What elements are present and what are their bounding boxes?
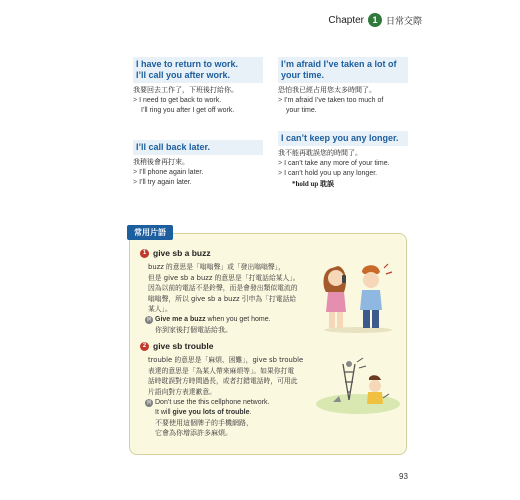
arrow-icon: > [133, 97, 138, 104]
explanation-line: 片語向對方表達歉意。 [148, 387, 216, 396]
phrase-english: I’ll call you after work. [136, 70, 231, 80]
phrase-alternative: I’ll ring you after I get off work. [141, 107, 235, 114]
example-chinese: 不要使用這個牌子的手機網路， [155, 419, 253, 427]
explanation-line: 話時耽誤對方時間過長，或者打錯電話時，可用此 [148, 377, 298, 385]
chapter-header [328, 13, 422, 27]
example-chinese: 你到家後打個電話給我。 [155, 326, 232, 334]
phrase-english: I’ll call back later. [136, 142, 211, 152]
explanation-line: 某人」。 [148, 305, 172, 313]
phone-call-illustration [318, 258, 398, 334]
phrase-alternative: > I’m afraid I’ve taken too much of [278, 97, 384, 104]
chapter-label: Chapter [328, 14, 364, 26]
chapter-title: 日常交際 [385, 16, 422, 27]
explanation-line: 但是 give sb a buzz 的意思是「打電話給某人」。 [148, 273, 300, 282]
phrase-block-4 [278, 131, 408, 189]
phrase-chinese: 我要回去工作了，下班後打給你。 [133, 86, 238, 94]
term-explanation-1 [148, 262, 300, 315]
phrase-alternative: your time. [286, 107, 317, 114]
example-english: 例 Give me a buzz when you get home. [146, 316, 271, 323]
phrase-english: I’m afraid I’ve taken a lot of [281, 59, 397, 69]
phrase-block-2 [278, 57, 408, 116]
term-number-badge: 2 [140, 342, 149, 351]
phrase-alternative: > I can’t hold you up any longer. [278, 170, 378, 177]
term-title: give sb a buzz [153, 248, 211, 258]
explanation-line: 嗡嗡聲，所以 give sb a buzz 引申為「打電話給 [148, 294, 297, 303]
phrase-alternative: > I’ll phone again later. [133, 169, 204, 176]
phrase-block-1 [133, 57, 263, 116]
term-example-1 [145, 315, 271, 335]
phrase-heading [133, 57, 263, 83]
phrase-heading [133, 140, 263, 155]
common-phrases-tab: 常用片語 [127, 225, 173, 240]
explanation-line: 表達的意思是「為某人帶來麻煩等」。如果你打電 [148, 366, 295, 375]
arrow-icon: > [278, 97, 283, 104]
term-number-badge: 1 [140, 249, 149, 258]
term-example-2 [145, 398, 269, 438]
example-english: 例 Don’t use the this cellphone network. [146, 399, 270, 406]
explanation-line: trouble 的意思是「麻煩、困難」，give sb trouble [148, 356, 304, 364]
phrase-english: your time. [281, 70, 325, 80]
term-explanation-2 [148, 355, 303, 397]
phrase-chinese: 我不能再耽誤您的時間了。 [278, 149, 362, 157]
arrow-icon: > [133, 169, 138, 176]
phrase-note: *hold up 耽誤 [292, 180, 335, 188]
phrase-block-3 [133, 140, 263, 188]
example-english: It will give you lots of trouble. [155, 409, 252, 416]
arrow-icon: > [278, 170, 283, 177]
phrase-english: I can’t keep you any longer. [281, 133, 399, 143]
example-chinese: 它會為你增添許多麻煩。 [155, 429, 232, 437]
phrase-heading [278, 131, 408, 146]
explanation-line: 因為以前的電話不是鈴聲，而是會發出類似電流的 [148, 284, 298, 292]
example-badge: 例 [146, 317, 152, 323]
arrow-icon: > [133, 179, 138, 186]
phrase-alternative: > I can’t take any more of your time. [278, 160, 390, 167]
cell-tower-illustration [313, 356, 403, 416]
phrase-english: I have to return to work. [136, 59, 239, 69]
term-title: give sb trouble [153, 341, 214, 351]
phrase-heading [278, 57, 408, 83]
chapter-number-badge: 1 [368, 13, 382, 27]
phrase-chinese: 恐怕我已經占用您太多時間了。 [278, 86, 376, 94]
phrase-alternative: > I need to get back to work. [133, 97, 222, 104]
arrow-icon: > [278, 160, 283, 167]
phrase-alternative: > I’ll try again later. [133, 179, 192, 186]
term-heading-1 [140, 248, 211, 258]
phrase-chinese: 我稍後會再打來。 [133, 158, 189, 166]
page-number: 93 [399, 472, 408, 481]
term-heading-2 [140, 341, 213, 351]
example-badge: 例 [146, 400, 152, 406]
explanation-line: buzz 的意思是「嗡嗡聲」或「發出嗡嗡聲」， [148, 263, 285, 271]
